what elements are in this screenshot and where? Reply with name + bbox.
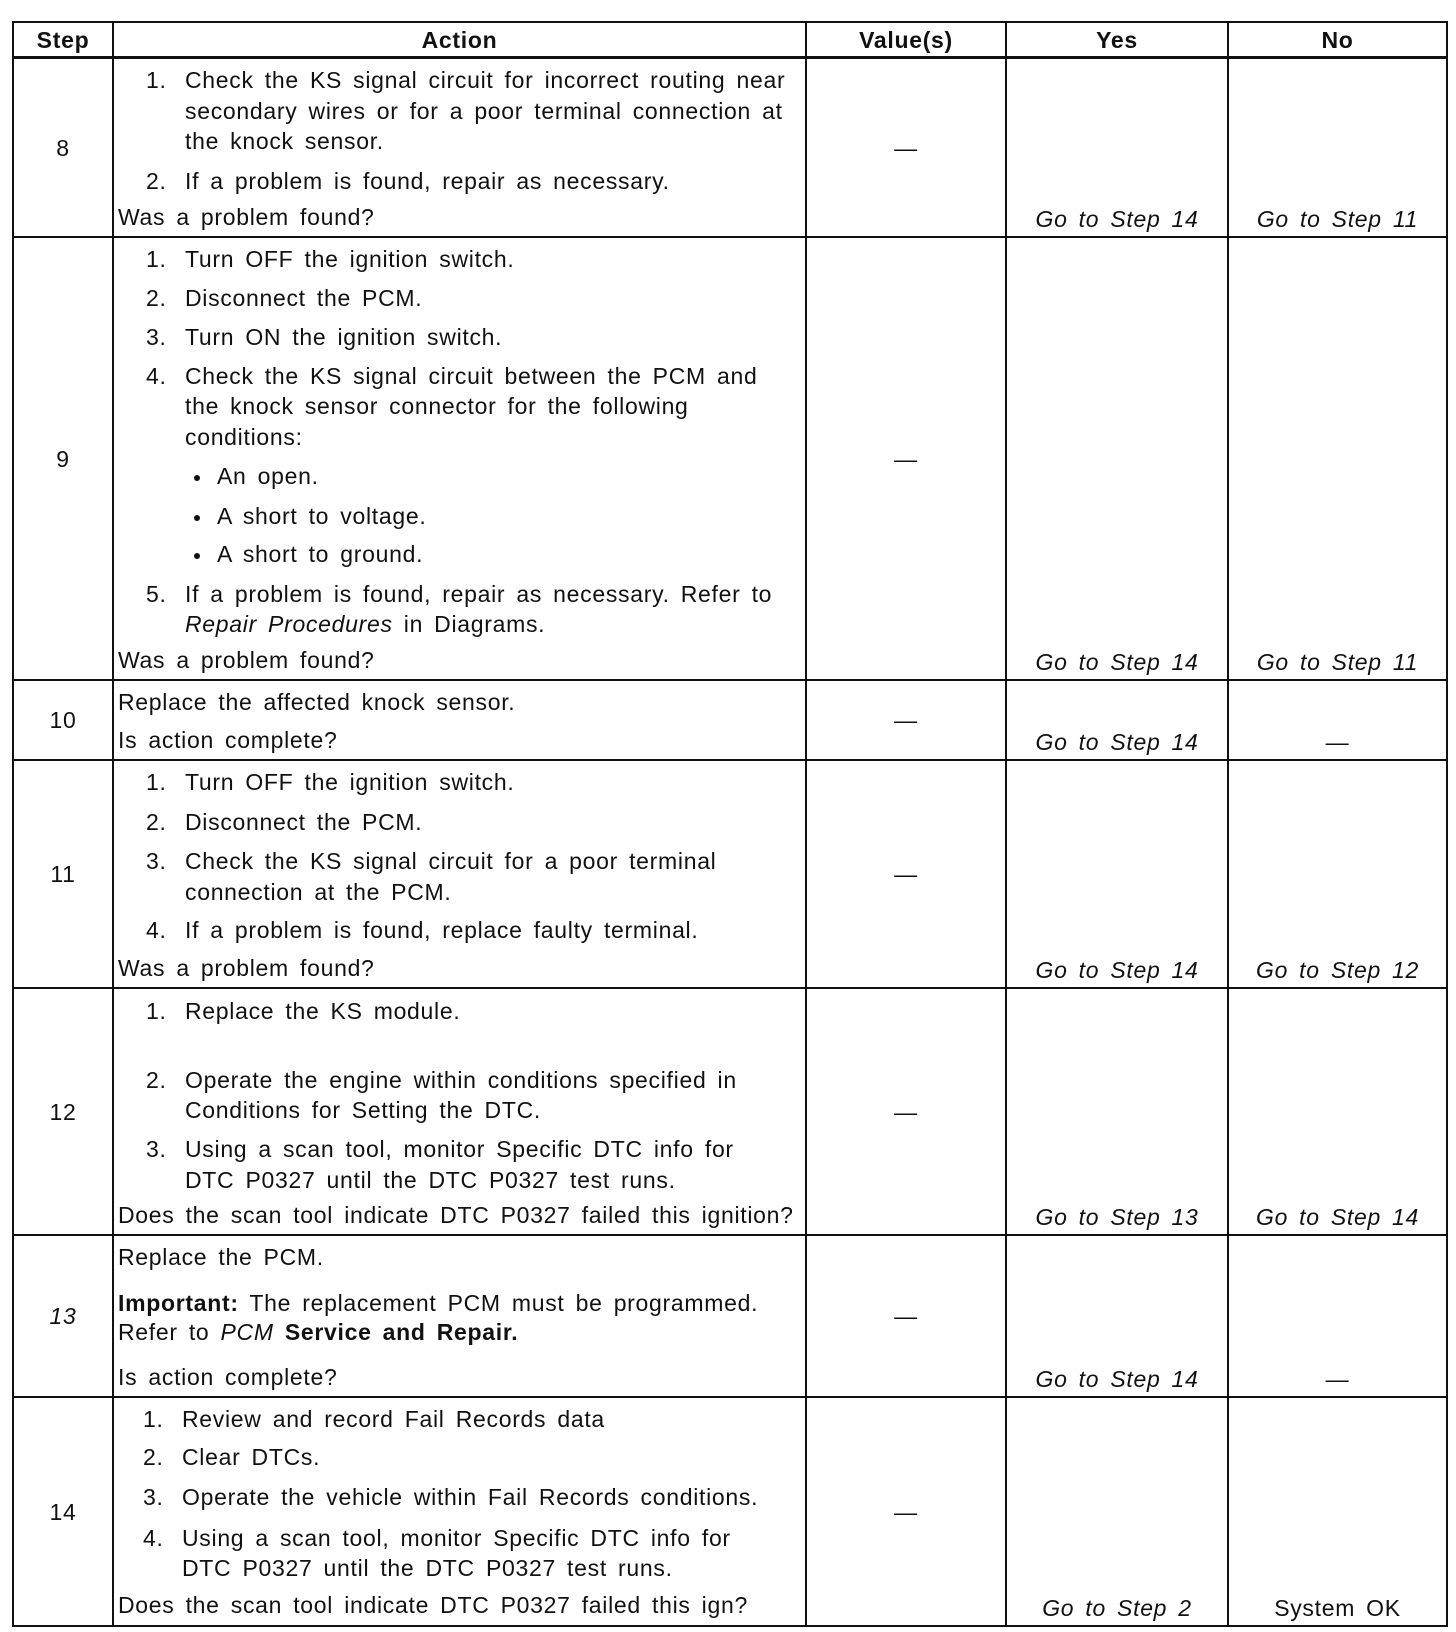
value-text: — — [894, 861, 918, 887]
action-text: Operate the engine within conditions specified in — [185, 1067, 737, 1093]
step-number: 12 — [49, 1098, 77, 1125]
reference-note — [118, 1317, 518, 1347]
header-yes-text: Yes — [1096, 27, 1138, 53]
action-text: the knock sensor connector for the following — [185, 393, 689, 419]
header-action-text: Action — [421, 27, 498, 53]
action-text: Disconnect the PCM. — [185, 809, 423, 835]
reference-title: Repair Procedures — [185, 611, 393, 637]
table-row — [12, 760, 1446, 988]
step-cell — [14, 237, 112, 680]
table-header — [12, 23, 1446, 57]
list-number: 1. — [146, 246, 167, 272]
action-text: Check the KS signal circuit for a poor terminal — [185, 848, 717, 874]
step-number: 8 — [56, 134, 70, 161]
yes-result: Go to Step 2 — [1042, 1595, 1192, 1621]
yes-result: Go to Step 14 — [1035, 649, 1199, 675]
table-row — [12, 1235, 1446, 1397]
bullet-text: An open. — [217, 463, 319, 489]
action-text: connection at the PCM. — [185, 879, 452, 905]
yes-result: Go to Step 14 — [1035, 1366, 1199, 1392]
action-question: Is action complete? — [118, 1364, 338, 1390]
step-cell — [14, 1235, 112, 1397]
list-number: 2. — [146, 1067, 167, 1093]
action-text: the knock sensor. — [185, 128, 384, 154]
no-result: System OK — [1274, 1595, 1401, 1621]
table-row — [12, 680, 1446, 760]
action-question: Was a problem found? — [118, 955, 375, 981]
action-question: Is action complete? — [118, 727, 338, 753]
value-cell — [807, 760, 1005, 988]
header-action — [114, 23, 805, 57]
action-text: DTC P0327 until the DTC P0327 test runs. — [182, 1555, 673, 1581]
action-text: conditions: — [185, 424, 303, 450]
header-step-text: Step — [36, 27, 90, 53]
no-result: Go to Step 12 — [1255, 957, 1420, 983]
action-text: secondary wires or for a poor terminal connection at — [185, 98, 783, 124]
step-number: 10 — [49, 707, 77, 733]
list-number: 4. — [143, 1525, 164, 1551]
reference-text: in Diagrams. — [403, 611, 546, 637]
action-question: Does the scan tool indicate DTC P0327 failed this ign? — [118, 1592, 748, 1618]
list-number: 3. — [146, 1136, 167, 1162]
bullet-icon — [194, 553, 200, 559]
value-text: — — [894, 1303, 918, 1329]
value-cell — [807, 988, 1005, 1235]
step-cell — [14, 988, 112, 1235]
action-text: Replace the PCM. — [118, 1244, 324, 1270]
value-cell — [807, 58, 1005, 237]
list-number: 2. — [146, 285, 167, 311]
table-row — [12, 988, 1446, 1235]
no-result: Go to Step 11 — [1256, 649, 1419, 675]
no-result: — — [1325, 729, 1350, 755]
step-number: 9 — [56, 445, 70, 472]
value-text: — — [894, 707, 918, 733]
action-text: If a problem is found, repair as necessary. — [185, 168, 670, 194]
step-number: 13 — [49, 1303, 77, 1329]
list-number: 1. — [146, 67, 167, 93]
action-text: Operate the vehicle within Fail Records conditions. — [182, 1484, 759, 1510]
table-rule-vertical — [1446, 21, 1448, 1627]
header-yes — [1007, 23, 1227, 57]
bullet-icon — [194, 515, 200, 521]
step-cell — [14, 760, 112, 988]
action-text: Turn OFF the ignition switch. — [185, 246, 515, 272]
action-text: Using a scan tool, monitor Specific DTC info for — [185, 1136, 734, 1162]
action-text: Replace the KS module. — [185, 998, 461, 1024]
important-text: The replacement PCM must be programmed. — [249, 1290, 759, 1316]
action-text: Conditions for Setting the DTC. — [185, 1097, 542, 1123]
action-text: Disconnect the PCM. — [185, 285, 423, 311]
action-text: Check the KS signal circuit between the PCM and — [185, 363, 758, 389]
reference-prefix: Refer to — [118, 1319, 210, 1345]
list-number: 4. — [146, 917, 167, 943]
bullet-text: A short to ground. — [217, 541, 424, 567]
action-text: Replace the affected knock sensor. — [118, 689, 516, 715]
header-no — [1229, 23, 1446, 57]
table-row — [12, 1397, 1446, 1626]
action-text-reference — [185, 609, 545, 639]
header-no-text: No — [1321, 27, 1354, 53]
table-row — [12, 58, 1446, 237]
reference-bold: Service and Repair. — [284, 1319, 519, 1345]
action-text: Turn ON the ignition switch. — [185, 324, 503, 350]
action-text: Review and record Fail Records data — [182, 1406, 605, 1432]
value-text: — — [894, 1098, 918, 1125]
action-text: If a problem is found, repair as necessary. Refer to — [185, 581, 773, 607]
value-cell — [807, 237, 1005, 680]
action-text: Turn OFF the ignition switch. — [185, 769, 515, 795]
bullet-text: A short to voltage. — [217, 503, 427, 529]
step-number: 14 — [49, 1498, 77, 1525]
yes-result: Go to Step 13 — [1035, 1204, 1199, 1230]
list-number: 2. — [143, 1444, 164, 1470]
step-number: 11 — [50, 861, 76, 887]
header-values — [807, 23, 1005, 57]
reference-italic: PCM — [220, 1319, 274, 1345]
list-number: 3. — [143, 1484, 164, 1510]
value-text: — — [894, 1498, 918, 1525]
important-label: Important: — [118, 1290, 239, 1316]
value-cell — [807, 1397, 1005, 1626]
important-note — [118, 1288, 758, 1318]
value-cell — [807, 1235, 1005, 1397]
step-cell — [14, 1397, 112, 1626]
list-number: 1. — [143, 1406, 164, 1432]
step-cell — [14, 680, 112, 760]
header-values-text: Value(s) — [859, 27, 953, 53]
list-number: 1. — [146, 769, 167, 795]
action-text: If a problem is found, replace faulty terminal. — [185, 917, 699, 943]
list-number: 2. — [146, 809, 167, 835]
action-text: Using a scan tool, monitor Specific DTC info for — [182, 1525, 731, 1551]
list-number: 1. — [146, 998, 167, 1024]
action-question: Was a problem found? — [118, 647, 375, 673]
bullet-icon — [194, 475, 200, 481]
no-result: Go to Step 11 — [1256, 206, 1419, 232]
step-cell — [14, 58, 112, 237]
value-cell — [807, 680, 1005, 760]
value-text: — — [894, 445, 918, 472]
value-text: — — [894, 134, 918, 161]
yes-result: Go to Step 14 — [1035, 957, 1199, 983]
no-result: Go to Step 14 — [1255, 1204, 1420, 1230]
header-step — [14, 23, 112, 57]
action-text: DTC P0327 until the DTC P0327 test runs. — [185, 1167, 676, 1193]
action-question: Does the scan tool indicate DTC P0327 failed this ignition? — [118, 1202, 794, 1228]
table-row — [12, 237, 1446, 680]
action-text: Check the KS signal circuit for incorrect routing near — [185, 67, 786, 93]
list-number: 4. — [146, 363, 167, 389]
list-number: 5. — [146, 581, 167, 607]
yes-result: Go to Step 14 — [1035, 729, 1199, 755]
no-result: — — [1325, 1366, 1350, 1392]
list-number: 3. — [146, 324, 167, 350]
yes-result: Go to Step 14 — [1035, 206, 1199, 232]
list-number: 2. — [146, 168, 167, 194]
action-text: Clear DTCs. — [182, 1444, 321, 1470]
list-number: 3. — [146, 848, 167, 874]
action-question: Was a problem found? — [118, 204, 375, 230]
